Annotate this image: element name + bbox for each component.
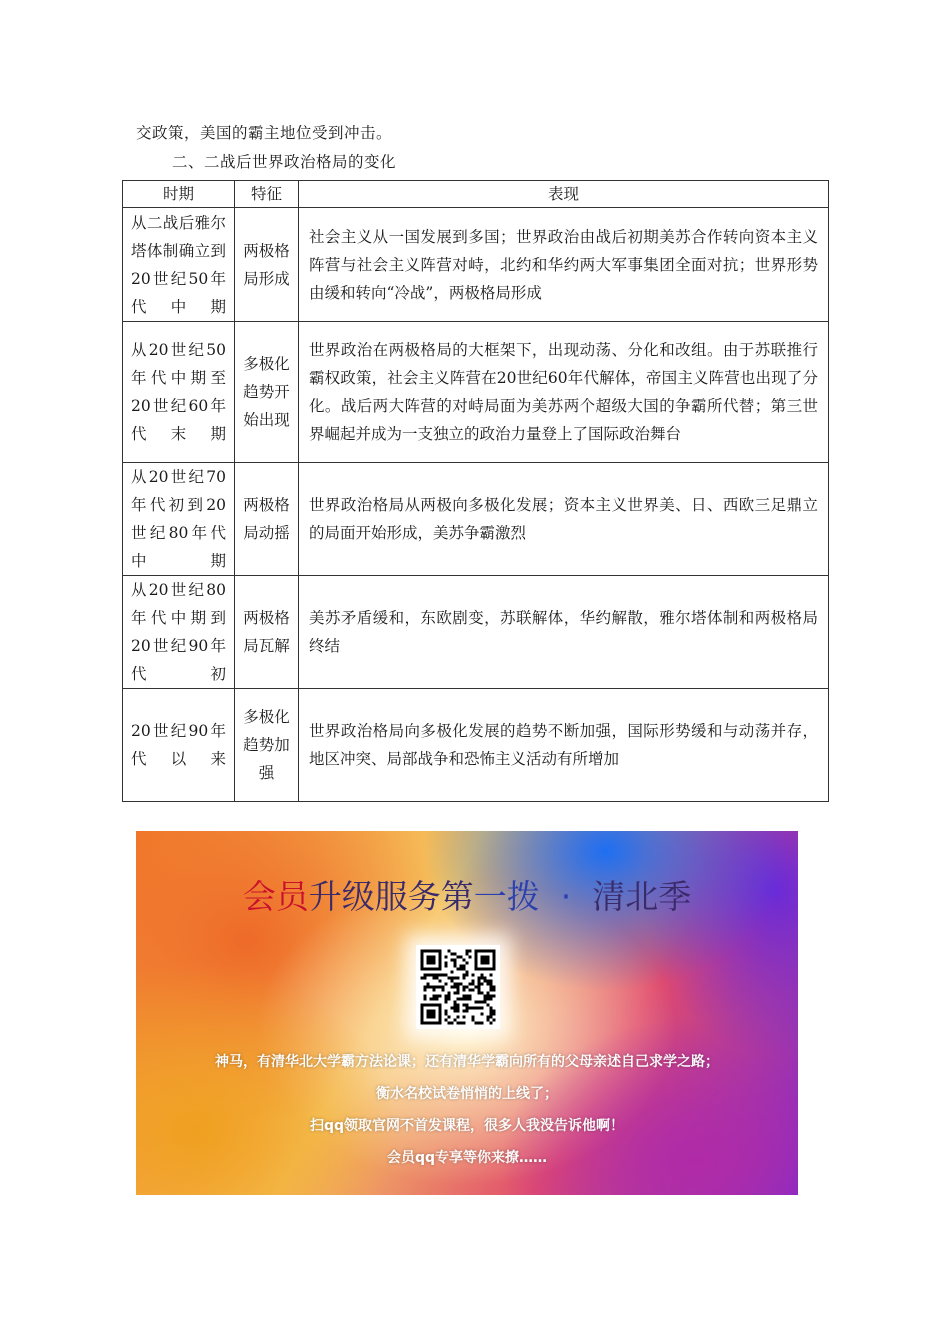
banner-line: 神马，有清华北大学霸方法论课；还有清华学霸向所有的父母亲述自己求学之路； <box>215 1054 719 1070</box>
description-cell: 社会主义从一国发展到多国；世界政治由战后初期美苏合作转向资本主义阵营与社会主义阵营对峙，北约和华约两大军事集团全面对抗；世界形势由缓和转向“冷战”，两极格局形成 <box>299 208 829 322</box>
table-row <box>123 576 829 689</box>
feature-cell: 两极格局动摇 <box>235 463 299 576</box>
banner-title-part: 会员 <box>242 877 309 916</box>
banner-title-separator: · <box>560 877 572 916</box>
banner-line: 会员qq专享等你来撩…… <box>386 1150 548 1166</box>
period-cell: 从20世纪50年代中期至20世纪60年代末期 <box>123 322 235 463</box>
feature-cell: 两极格局形成 <box>235 208 299 322</box>
intro-line: 交政策，美国的霸主地位受到冲击。 <box>136 124 393 142</box>
period-cell: 从20世纪80年代中期到20世纪90年代初 <box>123 576 235 689</box>
description-cell: 世界政治在两极格局的大框架下，出现动荡、分化和改组。由于苏联推行霸权政策，社会主义阵营在20世纪60年代解体，帝国主义阵营也出现了分化。战后两大阵营的对峙局面为美苏两个超级大国的争霸所代替；第三世界崛起并成为一支独立的政治力量登上了国际政治舞台 <box>299 322 829 463</box>
banner-line: 扫qq领取官网不首发课程，很多人我没告诉他啊！ <box>309 1118 625 1134</box>
feature-cell: 多极化趋势开始出现 <box>235 322 299 463</box>
period-cell: 从二战后雅尔塔体制确立到20世纪50年代中期 <box>123 208 235 322</box>
banner-title-part: 升级服务第 <box>308 877 474 916</box>
description-cell: 世界政治格局从两极向多极化发展；资本主义世界美、日、西欧三足鼎立的局面开始形成，美苏争霸激烈 <box>299 463 829 576</box>
description-cell: 美苏矛盾缓和，东欧剧变，苏联解体，华约解散，雅尔塔体制和两极格局终结 <box>299 576 829 689</box>
table-row <box>123 689 829 802</box>
table-row <box>123 463 829 576</box>
banner-text-block <box>136 1046 798 1174</box>
period-cell: 20世纪90年代以来 <box>123 689 235 802</box>
banner-title-part: 清北季 <box>592 877 692 916</box>
header-description: 表现 <box>299 181 829 208</box>
politics-table <box>122 180 829 802</box>
header-feature: 特征 <box>235 181 299 208</box>
table-row <box>123 208 829 322</box>
banner-title <box>136 871 798 918</box>
section-heading: 二、二战后世界政治格局的变化 <box>172 153 397 171</box>
qr-code-icon[interactable] <box>416 945 500 1029</box>
feature-cell: 两极格局瓦解 <box>235 576 299 689</box>
description-cell: 世界政治格局向多极化发展的趋势不断加强，国际形势缓和与动荡并存，地区冲突、局部战争和恐怖主义活动有所增加 <box>299 689 829 802</box>
header-period: 时期 <box>123 181 235 208</box>
promo-banner[interactable] <box>136 831 798 1195</box>
table-row <box>123 322 829 463</box>
banner-title-part: 一拨 <box>473 877 540 916</box>
banner-line: 衡水名校试卷悄悄的上线了； <box>376 1086 558 1102</box>
period-cell: 从20世纪70年代初到20世纪80年代中期 <box>123 463 235 576</box>
table-header-row <box>123 181 829 208</box>
feature-cell: 多极化趋势加强 <box>235 689 299 802</box>
